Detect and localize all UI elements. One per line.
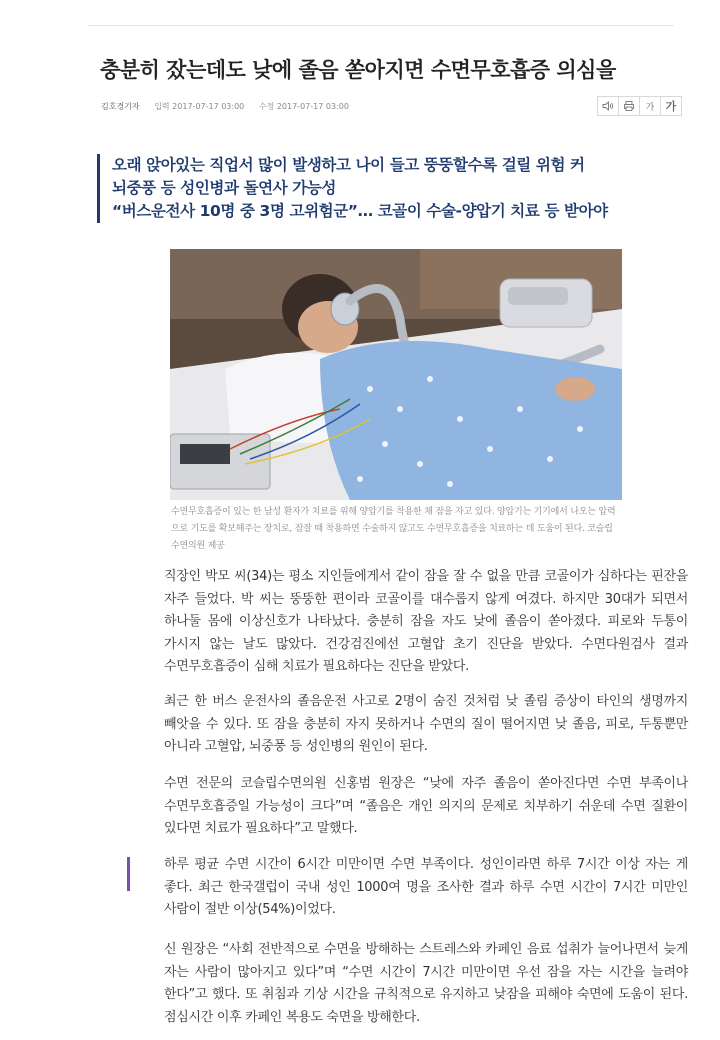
photo-caption: 수면무호흡증이 있는 한 남성 환자가 치료를 위해 양압기를 착용한 채 잠을 자고 있다. 양압기는 기기에서 나오는 압력으로 기도를 확보해주는 장치로, 잠잘 때 착용하면 수술하지 않고도 수면무호흡증을 치료하는 데 도움이 된다. 코슬립수면의원 제공 [171,507,616,551]
listen-button[interactable] [597,96,619,116]
print-icon [623,100,635,112]
subheading-line: 뇌중풍 등 성인병과 돌연사 가능성 [112,179,337,197]
article-photo[interactable] [170,249,622,500]
sleeping-patient-cpap-image [170,249,622,500]
modified-date: 수정 2017-07-17 03:00 [258,102,349,111]
top-divider [88,25,674,26]
speaker-icon [602,100,614,112]
article-paragraph: 하루 평균 수면 시간이 6시간 미만이면 수면 부족이다. 성인이라면 하루 7시간 이상 자는 게 좋다. 최근 한국갤럽이 국내 성인 1000여 명을 조사한 결과 하루 수면 시간이 7시간 미만인 사람이 절반 이상(54%)이었다. [164,857,688,917]
article-subheadings [97,154,697,223]
article-paragraph: 최근 한 버스 운전사의 졸음운전 사고로 2명이 숨진 것처럼 낮 졸림 증상이 타인의 생명까지 빼앗을 수 있다. 또 잠을 충분히 자지 못하거나 수면의 질이 떨어지면 낮 졸음, 피로, 두통뿐만 아니라 고혈압, 뇌중풍 등 성인병의 원인이 된다. [164,694,688,754]
article-paragraph: 수면 전문의 코슬립수면의원 신홍범 원장은 “낮에 자주 졸음이 쏟아진다면 수면 부족이나 수면무호흡증일 가능성이 크다”며 “졸음은 개인 의지의 문제로 치부하기 쉬운데 수면 질환이 있다면 치료가 필요하다”고 말했다. [164,776,688,836]
article-meta [101,101,361,112]
article-title: 충분히 잤는데도 낮에 졸음 쏟아지면 수면무호흡증 의심을 [100,58,616,82]
font-decrease-button[interactable]: 가 [639,96,661,116]
font-increase-button[interactable]: 가 [660,96,682,116]
author-name[interactable]: 김호경기자 [101,102,140,111]
article-paragraph: 신 원장은 “사회 전반적으로 수면을 방해하는 스트레스와 카페인 음료 섭취가 늘어나면서 늦게 자는 사람이 많아지고 있다”며 “수면 시간이 7시간 미만이면 우선 잠을 자는 시간을 늘려야 한다”고 했다. 또 취침과 기상 시간을 규칙적으로 유지하고 낮잠을 피해야 숙면에 도움이 된다. 점심시간 이후 카페인 복용도 숙면을 방해한다. [164,942,688,1025]
subheading-line: 오래 앉아있는 직업서 많이 발생하고 나이 들고 뚱뚱할수록 걸릴 위험 커 [112,156,585,174]
subheading-line: “버스운전사 10명 중 3명 고위험군”… 코골이 수술-양압기 치료 등 받아야 [112,202,608,220]
print-button[interactable] [618,96,640,116]
published-date: 입력 2017-07-17 03:00 [154,102,245,111]
article-toolbar [598,96,682,116]
quote-marker [127,857,130,891]
article-paragraph: 직장인 박모 씨(34)는 평소 지인들에게서 같이 잠을 잘 수 없을 만큼 코골이가 심하다는 핀잔을 자주 들었다. 박 씨는 뚱뚱한 편이라 코골이를 대수롭지 않게 여겼다. 하지만 30대가 되면서 하나둘 몸에 이상신호가 나타났다. 충분히 잠을 자도 낮에 졸음이 쏟아졌다. 피로와 두통이 가시지 않는 날도 많았다. 건강검진에선 고혈압 초기 진단을 받았다. 수면다원검사 결과 수면무호흡증이 심해 치료가 필요하다는 진단을 받았다. [164,569,688,674]
